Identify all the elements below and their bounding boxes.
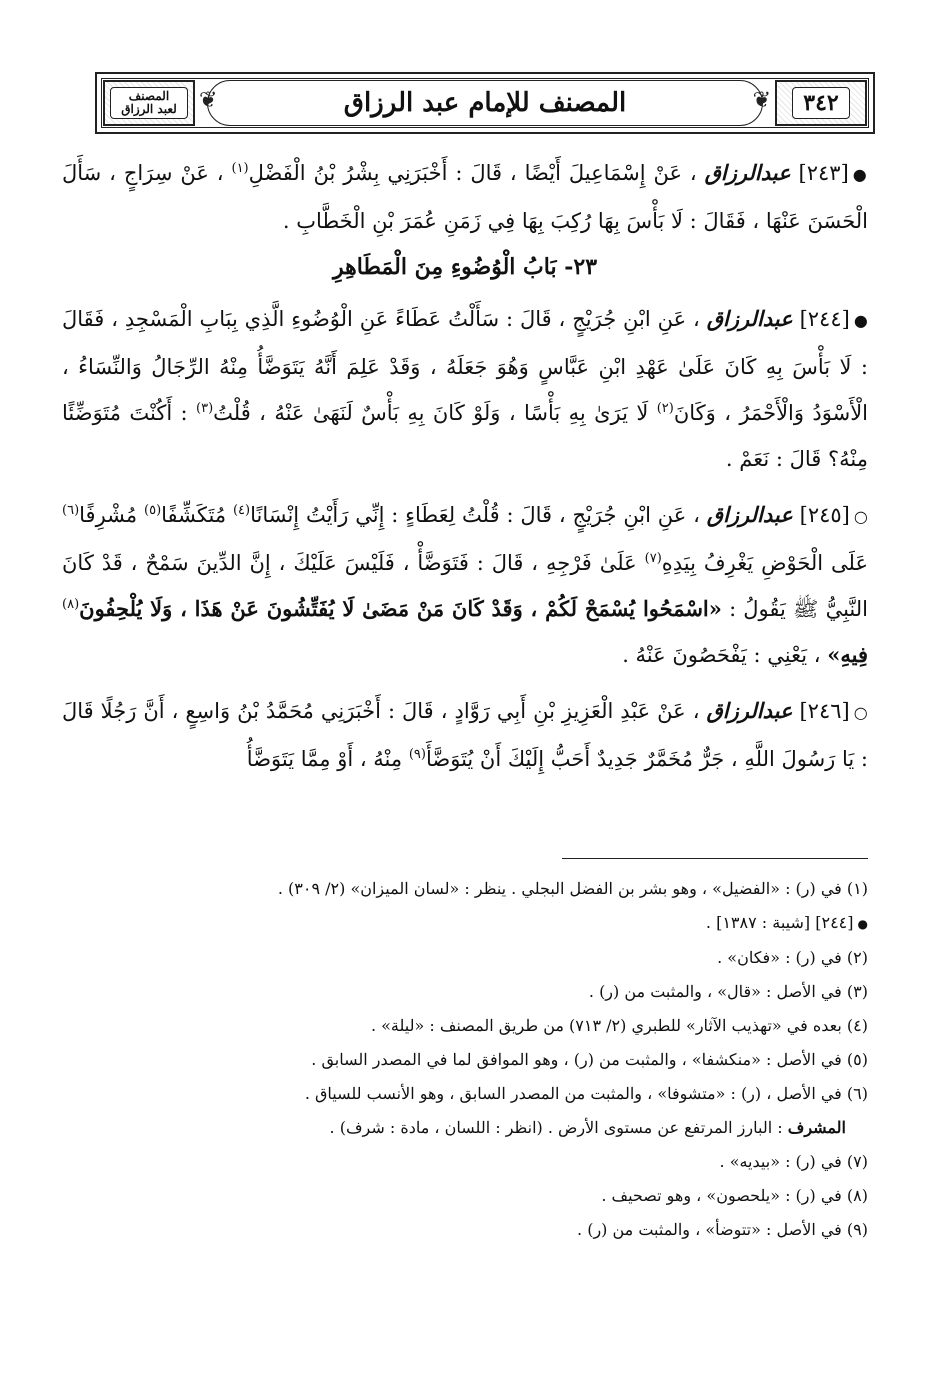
hadith-marker: ● bbox=[852, 165, 868, 184]
book-logo bbox=[110, 87, 188, 119]
footnote-5: (٥) في الأصل : «منكشفا» ، والمثبت من (ر) ، وهو الموافق لما في المصدر السابق . bbox=[311, 1050, 868, 1069]
hadith-245 bbox=[62, 492, 868, 678]
hadith-text: عَلَىٰ فَرْجِهِ ، قَالَ : فَتَوَضَّأْ ، فَلَيْسَ عَلَيْكَ ، إِنَّ الدِّينَ سَمْحٌ ، قَدْ كَانَ النَّبِيُّ ﷺ يَقُولُ : bbox=[62, 551, 868, 621]
footnotes bbox=[62, 872, 868, 1247]
ornament-icon: ❦ bbox=[752, 88, 771, 113]
gloss-term: المشرف bbox=[787, 1118, 846, 1137]
page-number-box bbox=[775, 80, 867, 126]
hadith-text: ، عَنْ عَبْدِ الْعَزِيزِ بْنِ أَبِي رَوَّادٍ ، قَالَ : أَخْبَرَنِي مُحَمَّدُ بْنُ وَاسِعٍ ، أَنَّ رَجُلًا قَالَ : يَا رَسُولَ اللَّهِ ، جَرٌّ مُخَمَّرٌ جَدِيدٌ أَحَبُّ إِلَيْكَ أَنْ يُتَوَضَّأَ bbox=[62, 699, 868, 771]
hadith-text: ، يَعْنِي : يَفْحَصُونَ عَنْهُ . bbox=[622, 643, 821, 667]
hadith-marker: ● bbox=[853, 311, 868, 330]
footnote-ref[interactable]: (١) bbox=[231, 161, 249, 176]
author-name: عبدالرزاق bbox=[706, 698, 793, 723]
footnote-ref[interactable]: (٧) bbox=[644, 551, 662, 566]
hadith-text: ، عَنِ ابْنِ جُرَيْجٍ ، قَالَ : سَأَلْتُ عَطَاءً عَنِ الْوُضُوءِ الَّذِي بِبَابِ الْمَسْجِدِ ، فَقَالَ : لَا بَأْسَ بِهِ كَانَ عَلَىٰ عَهْدِ ابْنِ عَبَّاسٍ وَهُوَ جَعَلَهُ ، وَقَدْ عَلِمَ أَنَّهُ يَتَوَضَّأُ مِنْهُ الرِّجَالُ وَالنِّسَاءُ ، الْأَسْوَدُ وَالْأَحْمَرُ ، وَكَانَ bbox=[62, 307, 869, 425]
hadith-text: ، عَنْ إِسْمَاعِيلَ أَيْضًا ، قَالَ : أَخْبَرَنِي بِشْرُ بْنُ الْفَضْلِ bbox=[248, 161, 697, 185]
hadith-text: مِنْهُ ، أَوْ مِمَّا يَتَوَضَّأُ bbox=[246, 747, 403, 771]
chapter-heading: ٢٣- بَابُ الْوُضُوءِ مِنَ الْمَطَاهِرِ bbox=[332, 254, 598, 280]
footnote-ref[interactable]: (٩) bbox=[408, 747, 426, 762]
hadith-number: [٢٤٥] bbox=[799, 503, 850, 527]
hadith-marker: ○ bbox=[853, 703, 868, 722]
prophetic-quote: «اسْمَحُوا يُسْمَحْ لَكُمْ ، وَقَدْ كَانَ مَنْ مَضَىٰ لَا يُفَتِّشُونَ عَنْ هَذَا ، وَلَا يُلْحِفُونَ bbox=[79, 596, 722, 621]
page-number: ٣٤٢ bbox=[792, 87, 849, 119]
footnote-ref[interactable]: (٣) bbox=[196, 401, 214, 416]
footnote-7: (٧) في (ر) : «بيديه» . bbox=[719, 1152, 868, 1171]
footnote-8: (٨) في (ر) : «يلحصون» ، وهو تصحيف . bbox=[601, 1186, 868, 1205]
hadith-text: مُتَكَشِّفًا bbox=[161, 503, 227, 527]
footnote-ref[interactable]: (٥) bbox=[144, 503, 162, 518]
footnote-ref[interactable]: (٢) bbox=[656, 401, 674, 416]
hadith-text: لَا يَرَىٰ بِهِ بَأْسًا ، وَلَوْ كَانَ بِهِ بَأْسٌ لَنَهَىٰ عَنْهُ ، قُلْتُ bbox=[213, 401, 649, 425]
hadith-243 bbox=[62, 150, 868, 244]
footnote-ref[interactable]: (٨) bbox=[62, 597, 80, 612]
footnote-4: (٤) بعده في «تهذيب الآثار» للطبري (٢/ ٧١٣) من طريق المصنف : «ليلة» . bbox=[370, 1016, 868, 1035]
footnote-ref[interactable]: (٦) bbox=[62, 503, 80, 518]
prophetic-quote-end: فِيهِ» bbox=[827, 642, 868, 667]
logo-line: المصنف bbox=[128, 89, 170, 103]
hadith-number: [٢٤٣] bbox=[798, 161, 849, 185]
takhrij-note bbox=[62, 906, 868, 941]
footnote-6-gloss bbox=[62, 1111, 868, 1145]
hadith-number: [٢٤٦] bbox=[799, 699, 850, 723]
ornament-icon: ❦ bbox=[199, 88, 218, 113]
footnote-9: (٩) في الأصل : «تتوضأ» ، والمثبت من (ر) . bbox=[577, 1220, 868, 1239]
hadith-246 bbox=[62, 688, 868, 782]
book-logo-box bbox=[103, 80, 195, 126]
logo-line: لعبد الرزاق bbox=[121, 102, 177, 116]
takhrij-text: [٢٤٤] [شيبة : ١٣٨٧] . bbox=[705, 913, 854, 932]
hadith-text: ، عَنِ ابْنِ جُرَيْجٍ ، قَالَ : قُلْتُ لِعَطَاءٍ : إِنِّي رَأَيْتُ إِنْسَانًا bbox=[250, 503, 700, 527]
hadith-text: مُشْرِفًا bbox=[79, 503, 138, 527]
gloss-text: : البارز المرتفع عن مستوى الأرض . (انظر : اللسان ، مادة : شرف) . bbox=[329, 1118, 783, 1137]
running-title: المصنف للإمام عبد الرزاق bbox=[207, 80, 763, 126]
hadith-text: : أَكُنْتَ مُتَوَضِّئًا مِنْهُ؟ قَالَ : نَعَمْ . bbox=[62, 401, 868, 471]
hadith-text: عَلَى الْحَوْضِ يَغْرِفُ بِيَدِهِ bbox=[661, 551, 868, 575]
footnote-1: (١) في (ر) : «الفضيل» ، وهو بشر بن الفضل البجلي . ينظر : «لسان الميزان» (٢/ ٣٠٩) . bbox=[277, 879, 868, 898]
takhrij-bullet: ● bbox=[857, 917, 868, 931]
hadith-number: [٢٤٤] bbox=[799, 307, 850, 331]
footnote-6: (٦) في الأصل ، (ر) : «متشوفا» ، والمثبت من المصدر السابق ، وهو الأنسب للسياق . bbox=[304, 1084, 868, 1103]
footnote-separator bbox=[562, 858, 868, 859]
main-text bbox=[62, 150, 868, 792]
page-header bbox=[95, 72, 875, 134]
hadith-marker: ○ bbox=[853, 507, 868, 526]
author-name: عبدالرزاق bbox=[706, 502, 793, 527]
author-name: عبدالرزاق bbox=[704, 160, 791, 185]
footnote-3: (٣) في الأصل : «قال» ، والمثبت من (ر) . bbox=[588, 982, 868, 1001]
footnote-ref[interactable]: (٤) bbox=[232, 503, 251, 518]
footnote-2: (٢) في (ر) : «فكان» . bbox=[717, 948, 868, 967]
author-name: عبدالرزاق bbox=[706, 306, 793, 331]
hadith-text: ، عَنْ سِرَاجٍ ، سَأَلَ الْحَسَنَ عَنْهَا ، فَقَالَ : لَا بَأْسَ بِهَا رُكِبَ بِهَا فِي زَمَنِ عُمَرَ بْنِ الْخَطَّابِ . bbox=[62, 161, 868, 233]
hadith-244 bbox=[62, 296, 868, 482]
